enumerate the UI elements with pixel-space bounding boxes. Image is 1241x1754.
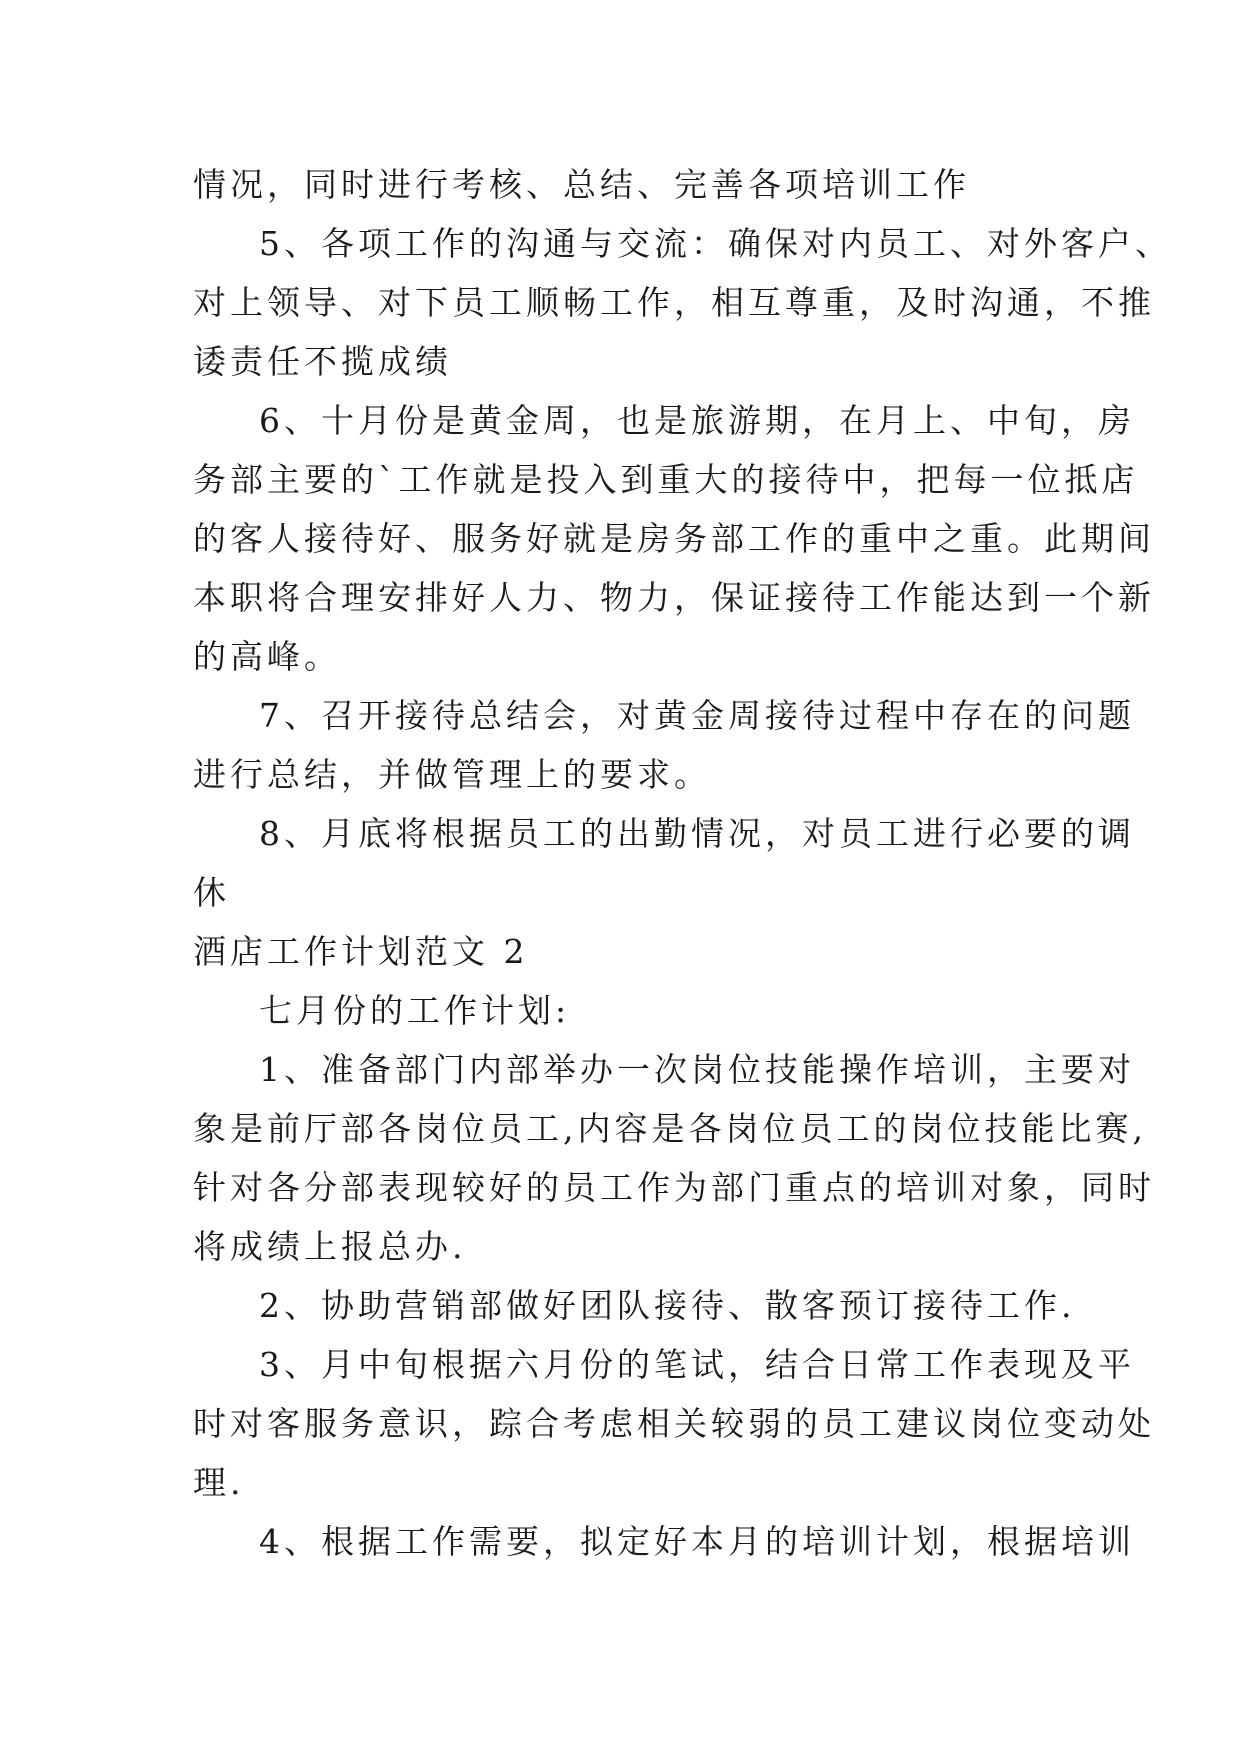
text-line: 象是前厅部各岗位员工,内容是各岗位员工的岗位技能比赛, (193, 1109, 1147, 1148)
text-line: 1、准备部门内部举办一次岗位技能操作培训，主要对 (259, 1050, 1135, 1089)
section-heading: 酒店工作计划范文 2 (193, 932, 529, 971)
text-line: 的客人接待好、服务好就是房务部工作的重中之重。此期间 (193, 519, 1155, 558)
text-line: 进行总结，并做管理上的要求。 (193, 755, 711, 794)
text-line: 诿责任不揽成绩 (193, 342, 452, 381)
text-line: 针对各分部表现较好的员工作为部门重点的培训对象，同时 (193, 1168, 1155, 1207)
text-line: 理. (193, 1463, 245, 1502)
document-body (193, 155, 1172, 1571)
text-line: 本职将合理安排好人力、物力，保证接待工作能达到一个新 (193, 578, 1155, 617)
text-line: 4、根据工作需要，拟定好本月的培训计划，根据培训 (259, 1522, 1135, 1561)
text-line: 对上领导、对下员工顺畅工作，相互尊重，及时沟通，不推 (193, 283, 1155, 322)
text-line: 务部主要的`工作就是投入到重大的接待中，把每一位抵店 (193, 460, 1139, 499)
text-line: 8、月底将根据员工的出勤情况，对员工进行必要的调 (259, 814, 1135, 853)
text-line: 时对客服务意识，踪合考虑相关较弱的员工建议岗位变动处 (193, 1404, 1155, 1443)
text-line: 6、十月份是黄金周，也是旅游期，在月上、中旬，房 (259, 401, 1135, 440)
text-line: 七月份的工作计划: (259, 991, 571, 1030)
text-line: 的高峰。 (193, 637, 341, 676)
text-line: 情况，同时进行考核、总结、完善各项培训工作 (193, 165, 970, 204)
text-line: 7、召开接待总结会，对黄金周接待过程中存在的问题 (259, 696, 1135, 735)
text-line: 5、各项工作的沟通与交流：确保对内员工、对外客户、 (259, 224, 1172, 263)
text-line: 休 (193, 873, 230, 912)
text-line: 3、月中旬根据六月份的笔试，结合日常工作表现及平 (259, 1345, 1135, 1384)
text-line: 将成绩上报总办. (193, 1227, 467, 1266)
text-line: 2、协助营销部做好团队接待、散客预订接待工作. (259, 1286, 1076, 1325)
